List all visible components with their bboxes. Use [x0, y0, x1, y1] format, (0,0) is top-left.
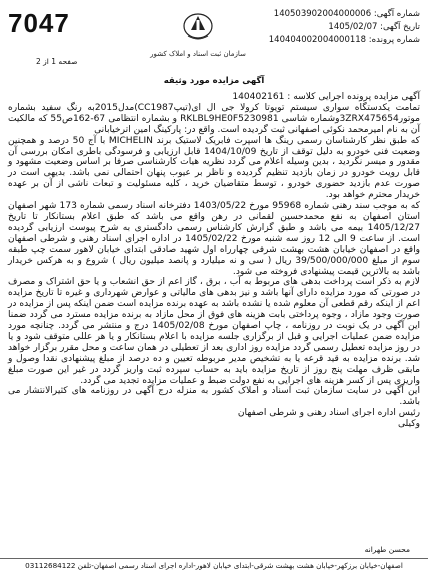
ad-metadata — [269, 8, 420, 47]
state-emblem-icon — [150, 8, 246, 64]
body-paragraph: لازم به ذکر است پرداخت بدهی های مربوط به آب ، برق ، گاز اعم از حق انشعاب و یا حق اشتراک و مصرف در صورتی که مورد مزایده دارای آنها باشد و نیز بدهی های مالیاتی و عوارض شهرداری و غیره تا تاریخ مزایده اعم از اینکه رقم قطعی آن معلوم شده یا نشده باشد به عهده برنده مزایده است ضمن اینکه پس از مزایده در صورت وجود مازاد ، وجوه پرداختی بابت هزینه های فوق از محل مازاد به برنده مزایده مسترد می گردد ضمنا این آگهی در یک نوبت در روزنامه ، چاپ اصفهان مورخ 1405/02/08 درج و منتشر می گردد. چنانچه مورد مزایده ضمن عملیات اجرایی و قبل از برگزاری جلسه مزایده با اعلام بستانکار و یا هر عللی متوقف شود و یا در روز مزایده تعطیل رسمی گردد مزایده روز اداری بعد از تعطیلی در همان ساعت و محل مقرر برگزار خواهد شد. برنده مزایده به قید قرعه یا به تشخیص مدیر مربوطه تعیین و ده درصد از مبلغ پیشنهادی نقدا وصول و مابقی ظرف مهلت پنج روز از تاریخ مزایده باید به حساب سپرده ثبت واریز گردد در غیر این صورت مبلغ واریزی پس از کسر هزینه های اجرایی به نفع دولت ضبط و عملیات مزایده تجدید می گردد. — [8, 277, 421, 386]
org-name: سازمان ثبت اسناد و املاک کشور — [150, 50, 246, 58]
meta-row-ad-date: تاریخ آگهی: 1405/02/07 — [328, 22, 420, 32]
document-title: آگهی مزایده مورد وثیقه — [163, 76, 265, 86]
footer-address: اصفهان-خیابان برزکهر-خیابان هشت بهشت شرقی-ابتدای خیابان لاهور-اداره اجرای اسناد رسمی اصفهان-تلفن 03112684122 — [0, 558, 428, 570]
body-paragraph: که به موجب سند رهنی شماره 95968 مورخ 1403/05/22 دفترخانه اسناد رسمی شماره 173 شهر اصفهان استان اصفهان به نفع محمدحسین لقمانی در رهن واقع می باشد که طبق اعلام بستانکار تا تاریخ 1405/12/27 بیمه می باشد و طبق گزارش کارشناس رسمی دادگستری به شرح پیوست ارزیابی گردیده است. از ساعت 9 الی 12 روز سه شنبه مورخ 1405/02/22 در اداره اجرای اسناد رهنی و شرطی اصفهان واقع در اصفهان خیابان هشت بهشت شرقی چهارراه اول شهید صادقی ابتدای خیابان لاهور سمت چپ طبقه سوم از مبلغ 39/500/000/000 ریال ( سی و نه میلیارد و پانصد میلیون ریال ) شروع و به هرکس خریدار باشد به بالاترین قیمت پیشنهادی فروخته می شود. — [8, 201, 420, 277]
page-number: صفحه 1 از 2 — [36, 57, 78, 66]
body-paragraph: این آگهی در سایت سازمان ثبت اسناد و املاک کشور به منزله درج آگهی در روزنامه های کثیرالانتشار می باشد. — [8, 386, 420, 408]
body-paragraph: آگهی مزایده پرونده اجرایی کلاسه : 140402161 — [232, 92, 420, 102]
document-body — [8, 92, 420, 430]
body-paragraph: تمامت یکدستگاه سواری سیستم تویوتا کرولا جی ال ای(تیپCC1987)مدل2015به رنگ سفید بشماره موتور3ZRX475654وشماره شاسی RKLBL9HE0F5230981 و بشماره انتظامی 67-162ص55 که مالکیت آن به نام امیرمحمد نکوئی اصفهانی ثبت گردیده است. واقع در: پارکینگ امین اترخیابانی — [8, 102, 420, 135]
signer-name: محسن طهرانه — [364, 545, 410, 554]
body-paragraph: که طبق نظر کارشناسان رسمی رینگ ها اسپرت فابریک لاستیک برند MICHELIN با آج 50 درصد و همچنین وضعیت فنی خودرو به دلیل توقف از تاریخ 1404/10/09 قابل ارزیابی و فرسودگی باطری امکان بررسی آن مقدور و میسر نگردید ، بدین وسیله اعلام می گردد نظریه هیات کارشناسی صرفا بر اساس وضعیت مشهود و قابل رویت خودرو در زمان بازدید تنظیم گردیده و ناظر بر عیوب پنهان احتمالی نمی باشد. بدیهی است در صورت عدم بازدید حضوری خودرو ، توسط متقاضیان خرید ، کلیه مسئولیت و تبعات ناشی از آن بر عهده خریدار محترم خواهد بود. — [8, 135, 420, 201]
meta-row-case-number: شماره پرونده: 140404002004000118 — [268, 35, 420, 45]
signature-name: وکیلی — [397, 419, 420, 430]
ad-number: 7047 — [8, 8, 70, 38]
meta-row-ad-number: شماره آگهی: 140503902004000006 — [273, 9, 420, 19]
signature-title: رئیس اداره اجرای اسناد رهنی و شرطی اصفهان — [237, 408, 420, 419]
